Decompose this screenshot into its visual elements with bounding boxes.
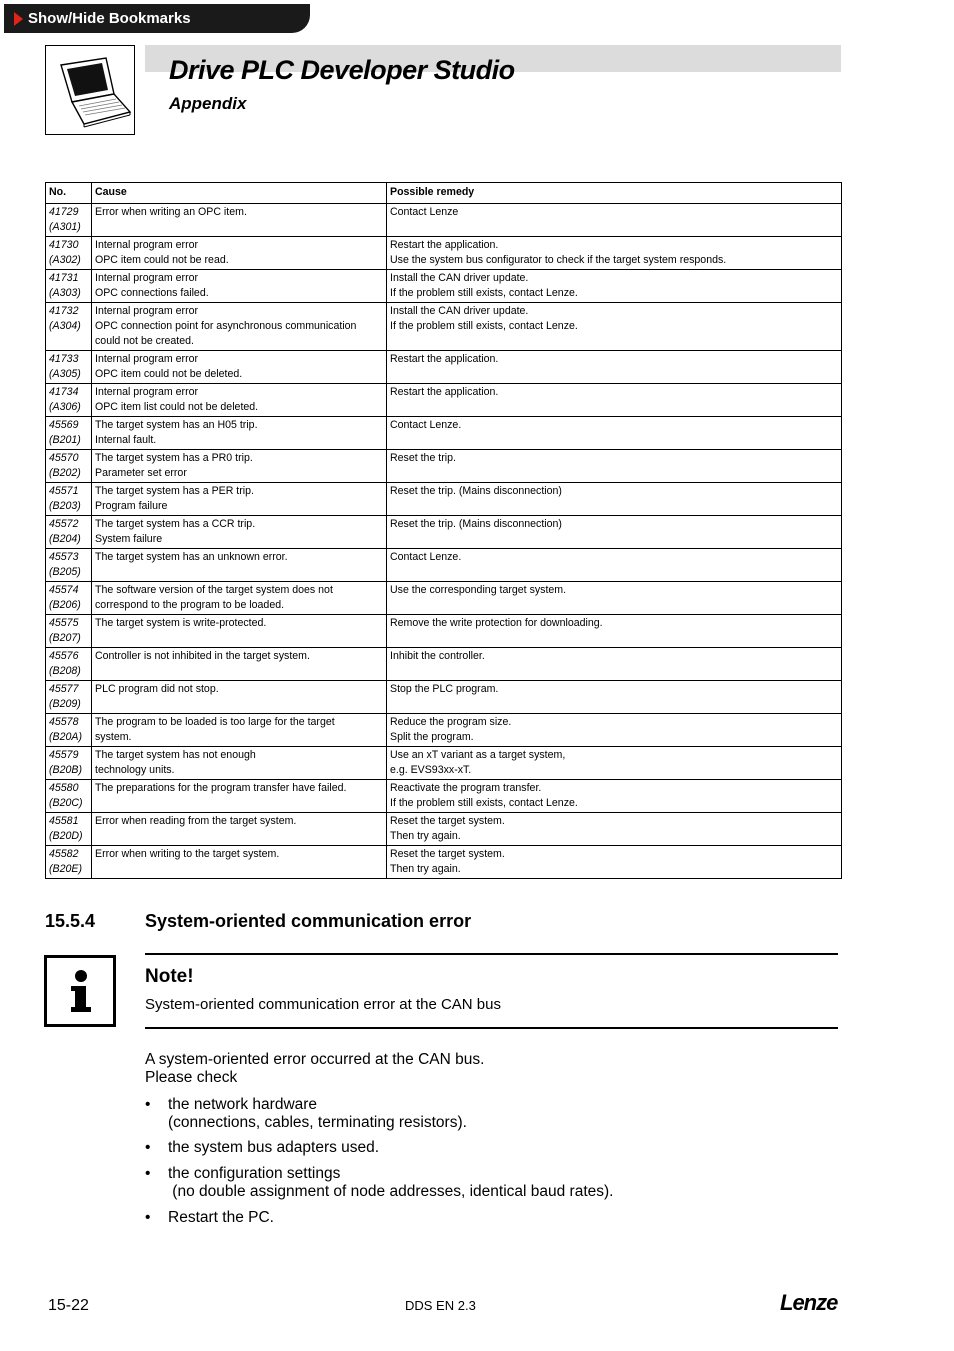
- error-number-cell: [46, 270, 92, 303]
- cause-cell-text: PLC program did not stop.: [95, 683, 219, 695]
- list-item-text: the configuration settings (no double assignment of node addresses, identical baud rates).: [168, 1165, 614, 1200]
- remedy-cell-text: Reset the trip. (Mains disconnection): [390, 485, 562, 497]
- remedy-cell-text: Install the CAN driver update. If the problem still exists, contact Lenze.: [390, 305, 578, 332]
- remedy-cell: [387, 846, 842, 879]
- cause-cell: [92, 549, 387, 582]
- cause-cell-text: Internal program error OPC connection point for asynchronous communication could not be created.: [95, 305, 357, 347]
- table-row: [46, 303, 842, 351]
- table-row: [46, 483, 842, 516]
- error-number-cell: [46, 846, 92, 879]
- error-number-cell: [46, 417, 92, 450]
- error-number-cell-text: 41730 (A302): [49, 239, 81, 266]
- error-number-cell: [46, 516, 92, 549]
- bullet-icon: •: [145, 1209, 151, 1226]
- cause-cell: [92, 714, 387, 747]
- cause-cell: [92, 384, 387, 417]
- cause-cell-text: The target system has an H05 trip. Internal fault.: [95, 419, 258, 446]
- error-number-cell: [46, 549, 92, 582]
- column-header-cause: Cause: [92, 183, 387, 204]
- page-number: 15-22: [48, 1297, 89, 1314]
- table-row: [46, 417, 842, 450]
- remedy-cell: [387, 384, 842, 417]
- bullet-icon: •: [145, 1096, 151, 1113]
- error-number-cell-text: 45574 (B206): [49, 584, 81, 611]
- remedy-cell: [387, 714, 842, 747]
- error-number-cell-text: 45578 (B20A): [49, 716, 82, 743]
- error-number-cell: [46, 582, 92, 615]
- error-number-cell: [46, 648, 92, 681]
- error-number-cell-text: 45573 (B205): [49, 551, 81, 578]
- remedy-cell: [387, 516, 842, 549]
- error-number-cell-text: 45575 (B207): [49, 617, 81, 644]
- remedy-cell: [387, 582, 842, 615]
- error-number-cell-text: 45580 (B20C): [49, 782, 83, 809]
- remedy-cell: [387, 204, 842, 237]
- table-header-row: [46, 183, 842, 204]
- show-hide-bookmarks-button[interactable]: [4, 4, 310, 33]
- error-number-cell: [46, 615, 92, 648]
- remedy-cell: [387, 270, 842, 303]
- table-body: [46, 204, 842, 879]
- remedy-cell-text: Stop the PLC program.: [390, 683, 499, 695]
- remedy-cell: [387, 549, 842, 582]
- cause-cell-text: The target system is write-protected.: [95, 617, 267, 629]
- section-number: 15.5.4: [45, 911, 96, 931]
- error-table: [45, 182, 842, 879]
- list-item-text: the network hardware (connections, cables, terminating resistors).: [168, 1096, 467, 1131]
- divider: [145, 953, 838, 955]
- cause-cell-text: The target system has not enough technology units.: [95, 749, 256, 776]
- cause-cell: [92, 813, 387, 846]
- cause-cell: [92, 417, 387, 450]
- cause-cell: [92, 582, 387, 615]
- cause-cell-text: The preparations for the program transfer have failed.: [95, 782, 347, 794]
- cause-cell-text: The target system has a CCR trip. System failure: [95, 518, 256, 545]
- triangle-right-icon: [14, 12, 23, 26]
- cause-cell: [92, 747, 387, 780]
- remedy-cell-text: Use the corresponding target system.: [390, 584, 567, 596]
- error-number-cell: [46, 237, 92, 270]
- remedy-cell-text: Restart the application.: [390, 386, 499, 398]
- error-number-cell-text: 45579 (B20B): [49, 749, 82, 776]
- error-number-cell: [46, 714, 92, 747]
- error-number-cell-text: 45576 (B208): [49, 650, 81, 677]
- table-row: [46, 549, 842, 582]
- remedy-cell: [387, 351, 842, 384]
- remedy-cell-text: Contact Lenze.: [390, 551, 462, 563]
- remedy-cell-text: Reset the trip. (Mains disconnection): [390, 518, 562, 530]
- cause-cell-text: Error when writing an OPC item.: [95, 206, 247, 218]
- cause-cell: [92, 270, 387, 303]
- cause-cell-text: Error when reading from the target system.: [95, 815, 297, 827]
- error-number-cell: [46, 384, 92, 417]
- document-title: Drive PLC Developer Studio: [169, 55, 515, 85]
- remedy-cell-text: Reset the target system. Then try again.: [390, 848, 505, 875]
- divider: [145, 1027, 838, 1029]
- remedy-cell: [387, 648, 842, 681]
- error-number-cell-text: 45572 (B204): [49, 518, 81, 545]
- table-row: [46, 351, 842, 384]
- remedy-cell-text: Restart the application.: [390, 353, 499, 365]
- cause-cell: [92, 516, 387, 549]
- table-row: [46, 582, 842, 615]
- cause-cell-text: The target system has an unknown error.: [95, 551, 288, 563]
- remedy-cell-text: Reactivate the program transfer. If the problem still exists, contact Lenze.: [390, 782, 578, 809]
- error-number-cell-text: 41731 (A303): [49, 272, 81, 299]
- error-number-cell-text: 45582 (B20E): [49, 848, 82, 875]
- remedy-cell: [387, 780, 842, 813]
- cause-cell: [92, 780, 387, 813]
- remedy-cell: [387, 681, 842, 714]
- remedy-cell: [387, 303, 842, 351]
- remedy-cell-text: Reset the target system. Then try again.: [390, 815, 505, 842]
- cause-cell: [92, 303, 387, 351]
- list-item-text: Restart the PC.: [168, 1209, 274, 1226]
- remedy-cell: [387, 615, 842, 648]
- info-icon: [44, 955, 116, 1027]
- remedy-cell-text: Contact Lenze: [390, 206, 459, 218]
- cause-cell: [92, 483, 387, 516]
- table-row: [46, 270, 842, 303]
- table-row: [46, 813, 842, 846]
- list-item-text: the system bus adapters used.: [168, 1139, 380, 1156]
- error-number-cell-text: 41734 (A306): [49, 386, 81, 413]
- table-row: [46, 615, 842, 648]
- cause-cell-text: Controller is not inhibited in the target system.: [95, 650, 310, 662]
- remedy-cell-text: Remove the write protection for downloading.: [390, 617, 603, 629]
- remedy-cell-text: Install the CAN driver update. If the problem still exists, contact Lenze.: [390, 272, 578, 299]
- error-number-cell: [46, 303, 92, 351]
- remedy-cell: [387, 747, 842, 780]
- cause-cell-text: Internal program error OPC item could not be deleted.: [95, 353, 243, 380]
- remedy-cell: [387, 450, 842, 483]
- cause-cell-text: Internal program error OPC item could not be read.: [95, 239, 229, 266]
- table-row: [46, 714, 842, 747]
- cause-cell-text: The target system has a PR0 trip. Parameter set error: [95, 452, 253, 479]
- table-row: [46, 516, 842, 549]
- error-number-cell: [46, 483, 92, 516]
- laptop-icon: [45, 45, 135, 135]
- remedy-cell-text: Restart the application. Use the system bus configurator to check if the target system responds.: [390, 239, 727, 266]
- table-row: [46, 747, 842, 780]
- bullet-icon: •: [145, 1139, 151, 1156]
- error-number-cell: [46, 681, 92, 714]
- error-number-cell: [46, 204, 92, 237]
- remedy-cell-text: Contact Lenze.: [390, 419, 462, 431]
- error-number-cell-text: 45577 (B209): [49, 683, 81, 710]
- column-header-remedy: Possible remedy: [387, 183, 842, 204]
- remedy-cell: [387, 237, 842, 270]
- cause-cell: [92, 237, 387, 270]
- cause-cell: [92, 615, 387, 648]
- table-row: [46, 204, 842, 237]
- cause-cell: [92, 648, 387, 681]
- cause-cell-text: Error when writing to the target system.: [95, 848, 280, 860]
- bullet-icon: •: [145, 1165, 151, 1182]
- cause-cell-text: Internal program error OPC item list could not be deleted.: [95, 386, 259, 413]
- error-number-cell-text: 41729 (A301): [49, 206, 81, 233]
- error-number-cell-text: 45581 (B20D): [49, 815, 83, 842]
- cause-cell: [92, 846, 387, 879]
- cause-cell-text: The target system has a PER trip. Program failure: [95, 485, 254, 512]
- table-row: [46, 384, 842, 417]
- error-number-cell: [46, 780, 92, 813]
- error-number-cell-text: 45569 (B201): [49, 419, 81, 446]
- remedy-cell: [387, 483, 842, 516]
- error-number-cell-text: 45570 (B202): [49, 452, 81, 479]
- error-number-cell-text: 45571 (B203): [49, 485, 81, 512]
- cause-cell: [92, 450, 387, 483]
- document-subtitle: Appendix: [169, 94, 247, 113]
- remedy-cell: [387, 417, 842, 450]
- remedy-cell-text: Inhibit the controller.: [390, 650, 485, 662]
- bookmarks-label: Show/Hide Bookmarks: [28, 10, 191, 27]
- table-row: [46, 846, 842, 879]
- note-text: System-oriented communication error at the CAN bus: [145, 996, 501, 1013]
- note-heading: Note!: [145, 966, 194, 987]
- intro-paragraph: A system-oriented error occurred at the CAN bus. Please check: [145, 1051, 485, 1086]
- cause-cell-text: The program to be loaded is too large for the target system.: [95, 716, 335, 743]
- remedy-cell-text: Reset the trip.: [390, 452, 456, 464]
- error-number-cell: [46, 747, 92, 780]
- remedy-cell: [387, 813, 842, 846]
- cause-cell: [92, 204, 387, 237]
- column-header-no: No.: [46, 183, 92, 204]
- cause-cell-text: The software version of the target system does not correspond to the program to be loaded.: [95, 584, 333, 611]
- error-number-cell-text: 41732 (A304): [49, 305, 81, 332]
- table-row: [46, 648, 842, 681]
- error-number-cell: [46, 813, 92, 846]
- table-row: [46, 681, 842, 714]
- table-row: [46, 780, 842, 813]
- table-row: [46, 450, 842, 483]
- remedy-cell-text: Reduce the program size. Split the program.: [390, 716, 512, 743]
- cause-cell: [92, 681, 387, 714]
- document-code: DDS EN 2.3: [405, 1298, 476, 1313]
- cause-cell-text: Internal program error OPC connections failed.: [95, 272, 209, 299]
- section-title: System-oriented communication error: [145, 911, 472, 931]
- table-row: [46, 237, 842, 270]
- remedy-cell-text: Use an xT variant as a target system, e.g. EVS93xx-xT.: [390, 749, 566, 776]
- cause-cell: [92, 351, 387, 384]
- brand-logo: Lenze: [780, 1290, 838, 1315]
- error-number-cell: [46, 450, 92, 483]
- error-number-cell-text: 41733 (A305): [49, 353, 81, 380]
- error-number-cell: [46, 351, 92, 384]
